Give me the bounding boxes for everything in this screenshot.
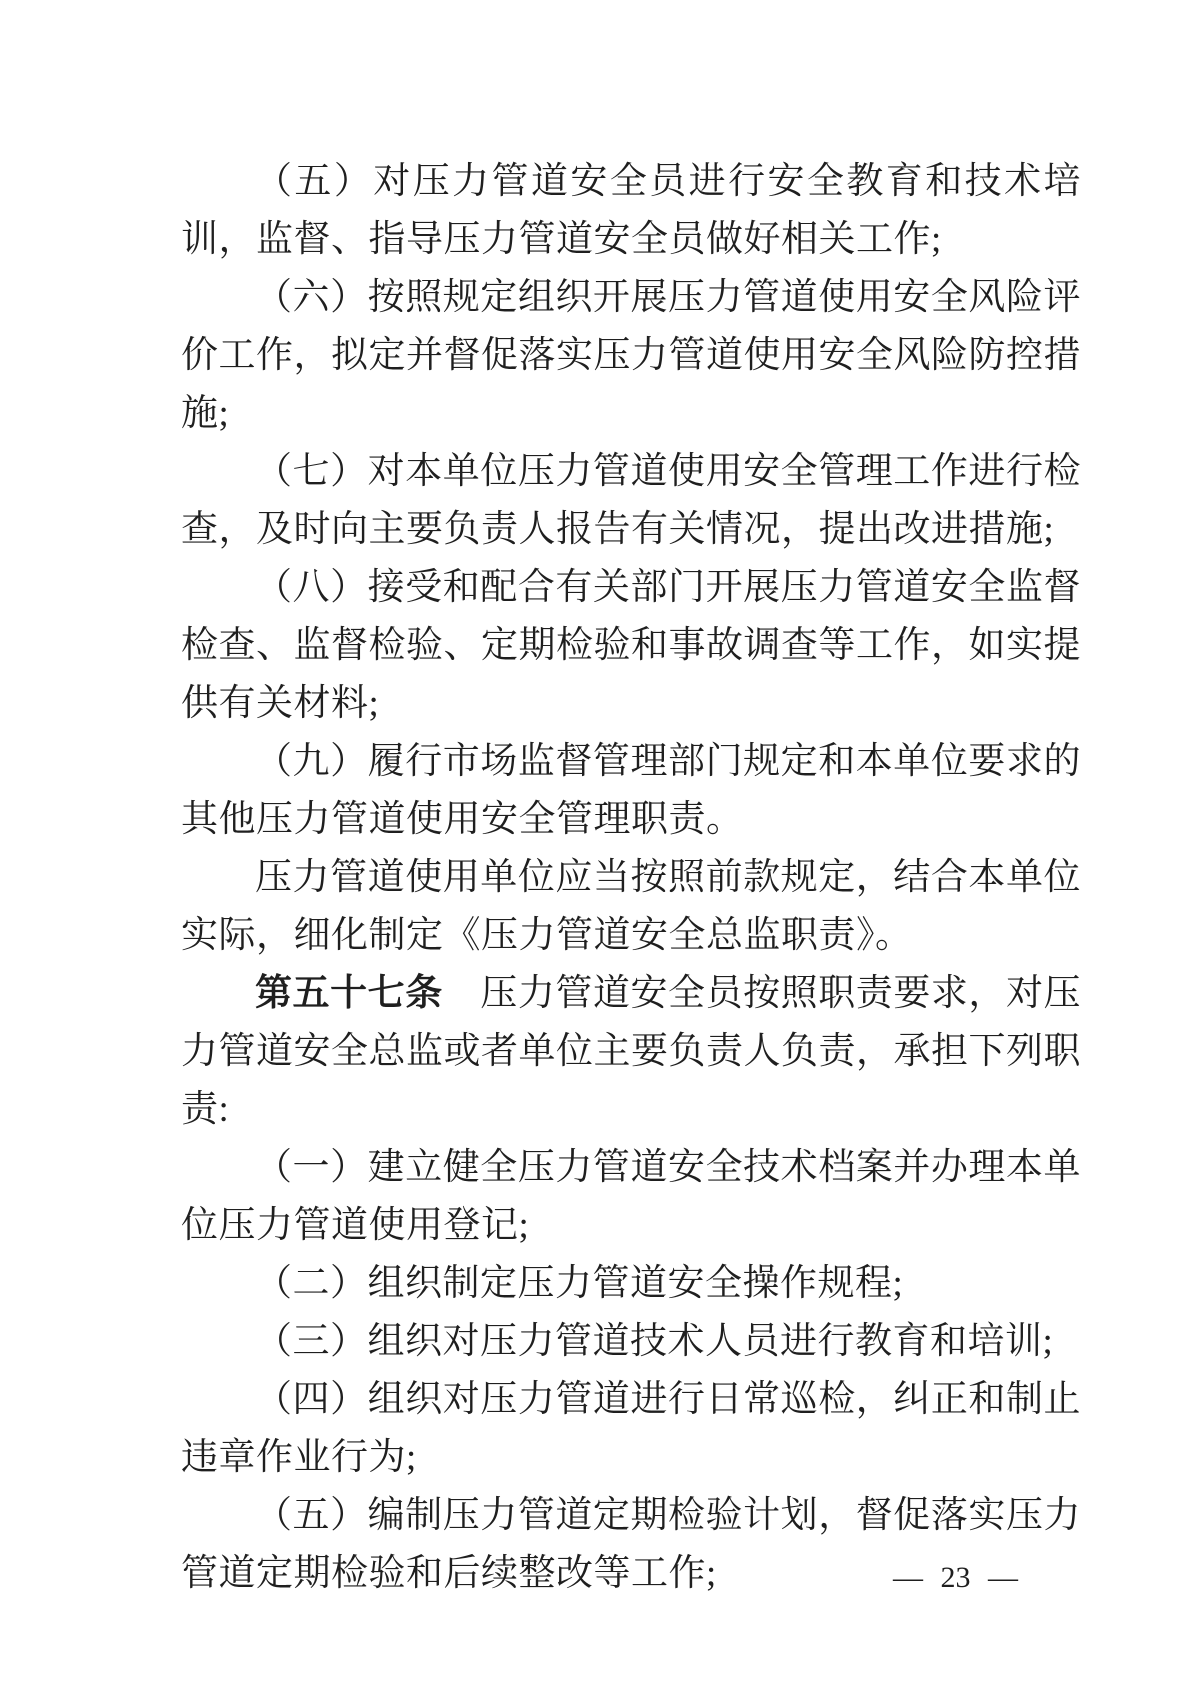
paragraph-item-7 xyxy=(181,443,1081,559)
paragraph-duty-2 xyxy=(181,1255,1081,1313)
document-body xyxy=(181,153,1081,1603)
paragraph-text: （五）对压力管道安全员进行安全教育和技术培训，监督、指导压力管道安全员做好相关工作; xyxy=(181,161,1081,260)
paragraph-item-5 xyxy=(181,153,1081,269)
page-number: — 23 — xyxy=(893,1561,1018,1594)
paragraph-text: （六）按照规定组织开展压力管道使用安全风险评价工作，拟定并督促落实压力管道使用安全风险防控措施; xyxy=(181,277,1081,434)
paragraph-text: （三）组织对压力管道技术人员进行教育和培训; xyxy=(255,1321,1054,1362)
paragraph-text: 压力管道安全员按照职责要求，对压力管道安全总监或者单位主要负责人负责，承担下列职责: xyxy=(181,973,1082,1130)
paragraph-item-6 xyxy=(181,269,1081,443)
paragraph-text: （七）对本单位压力管道使用安全管理工作进行检查，及时向主要负责人报告有关情况，提出改进措施; xyxy=(181,451,1081,550)
paragraph-text: （五）编制压力管道定期检验计划，督促落实压力管道定期检验和后续整改等工作; xyxy=(181,1495,1081,1594)
paragraph-text: （四）组织对压力管道进行日常巡检，纠正和制止违章作业行为; xyxy=(181,1379,1081,1478)
paragraph-duty-4 xyxy=(181,1371,1081,1487)
paragraph-text: （八）接受和配合有关部门开展压力管道安全监督检查、监督检验、定期检验和事故调查等工作，如实提供有关材料; xyxy=(181,567,1081,724)
paragraph-item-9 xyxy=(181,733,1081,849)
paragraph-text: 压力管道使用单位应当按照前款规定，结合本单位实际，细化制定《压力管道安全总监职责》。 xyxy=(181,857,1081,956)
paragraph-text: （二）组织制定压力管道安全操作规程; xyxy=(255,1263,904,1304)
article-57-heading: 第五十七条 xyxy=(255,973,443,1014)
paragraph-duty-1 xyxy=(181,1139,1081,1255)
paragraph-article-57 xyxy=(181,965,1081,1139)
paragraph-text: （一）建立健全压力管道安全技术档案并办理本单位压力管道使用登记; xyxy=(181,1147,1081,1246)
paragraph-duty-3 xyxy=(181,1313,1081,1371)
paragraph-text: （九）履行市场监督管理部门规定和本单位要求的其他压力管道使用安全管理职责。 xyxy=(181,741,1081,840)
paragraph-item-8 xyxy=(181,559,1081,733)
paragraph-closing-clause xyxy=(181,849,1081,965)
